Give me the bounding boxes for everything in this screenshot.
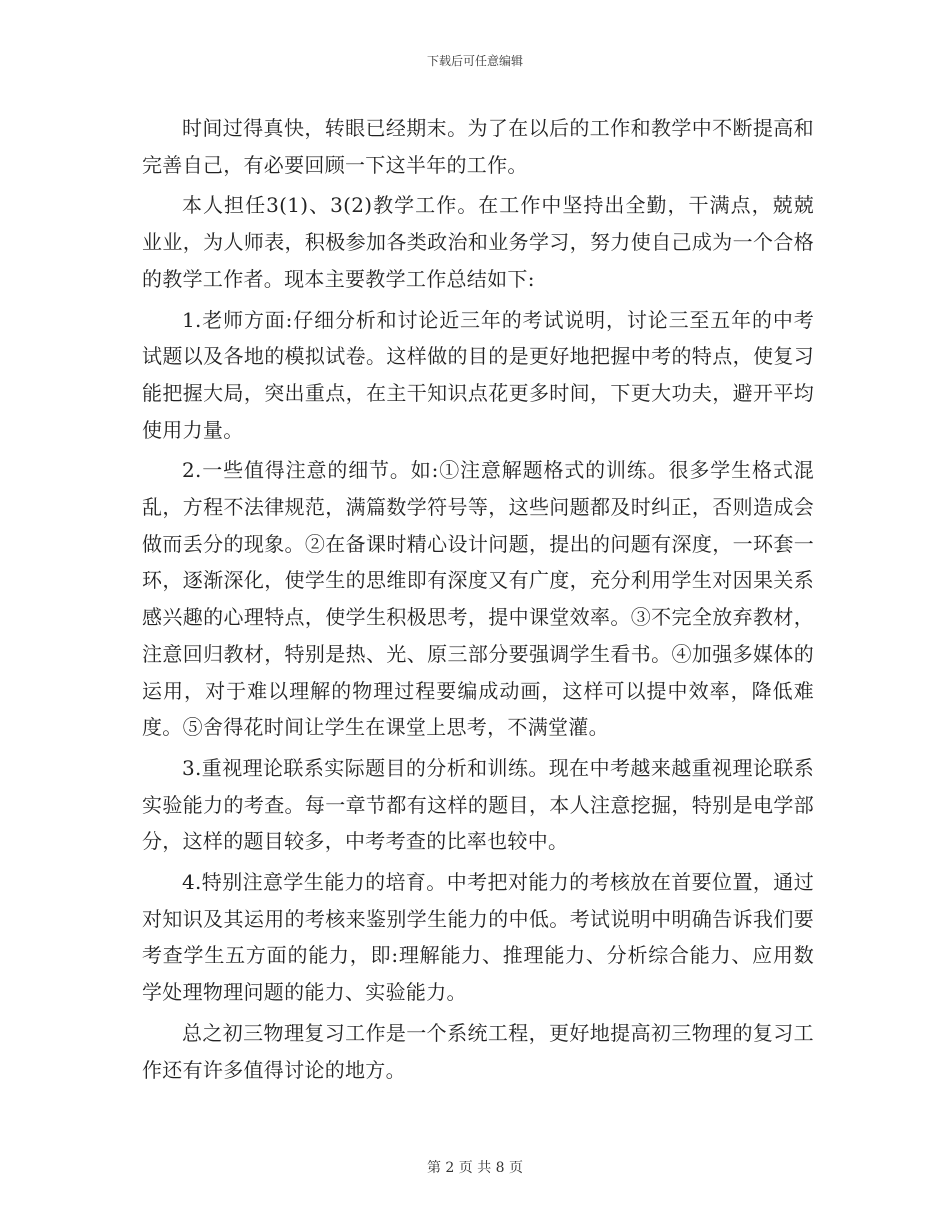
paragraph-item-1: 1.老师方面:仔细分析和讨论近三年的考试说明，讨论三至五年的中考试题以及各地的模拟试卷。这样做的目的是更好地把握中考的特点，使复习能把握大局，突出重点，在主干知识点花更多时间，下更大功夫，避开平均使用力量。 <box>142 307 814 442</box>
paragraph-intro: 时间过得真快，转眼已经期末。为了在以后的工作和教学中不断提高和完善自己，有必要回顾一下这半年的工作。 <box>142 116 814 177</box>
paragraph-conclusion: 总之初三物理复习工作是一个系统工程，更好地提高初三物理的复习工作还有许多值得讨论的地方。 <box>142 1020 814 1082</box>
paragraph-item-4: 4.特别注意学生能力的培育。中考把对能力的考核放在首要位置，通过对知识及其运用的考核来鉴别学生能力的中低。考试说明中明确告诉我们要考查学生五方面的能力，即:理解能力、推理能力、分析综合能力、应用数学处理物理问题的能力、实验能力。 <box>142 870 814 1005</box>
page-header: 下载后可任意编辑 <box>426 54 523 68</box>
paragraph-item-2: 2.一些值得注意的细节。如:①注意解题格式的训练。很多学生格式混乱，方程不法律规范，满篇数学符号等，这些问题都及时纠正，否则造成会做而丢分的现象。②在备课时精心设计问题，提出的问题有深度，一环套一环，逐渐深化，使学生的思维即有深度又有广度，充分利用学生对因果关系感兴趣的心理特点，使学生积极思考，提中课堂效率。③不完全放弃教材，注意回归教材，特别是热、光、原三部分要强调学生看书。④加强多媒体的运用，对于难以理解的物理过程要编成动画，这样可以提中效率，降低难度。⑤舍得花时间让学生在课堂上思考，不满堂灌。 <box>142 458 814 740</box>
page-footer: 第 2 页 共 8 页 <box>426 1160 524 1176</box>
paragraph-item-3: 3.重视理论联系实际题目的分析和训练。现在中考越来越重视理论联系实验能力的考查。每一章节都有这样的题目，本人注意挖掘，特别是电学部分，这样的题目较多，中考考查的比率也较中。 <box>142 755 814 854</box>
document-body <box>142 110 814 1092</box>
paragraph-role: 本人担任3(1)、3(2)教学工作。在工作中坚持出全勤，干满点，兢兢业业，为人师表，积极参加各类政治和业务学习，努力使自己成为一个合格的教学工作者。现本主要教学工作总结如下: <box>142 193 814 291</box>
